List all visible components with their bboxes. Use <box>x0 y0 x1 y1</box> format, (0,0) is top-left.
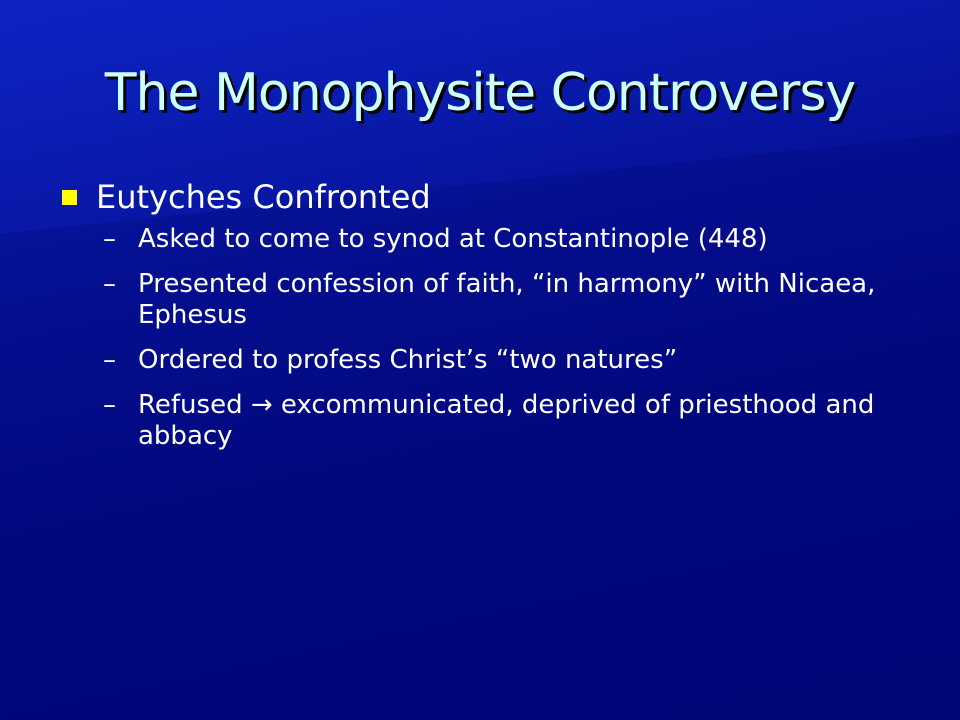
sub-bullet <box>60 390 900 452</box>
sub-bullet <box>60 269 900 331</box>
dash-bullet-icon: – <box>103 224 116 254</box>
dash-bullet-icon: – <box>103 345 116 375</box>
sub-bullet-text: Presented confession of faith, “in harmony” with Nicaea, Ephesus <box>138 269 876 330</box>
sub-bullet <box>60 345 900 376</box>
square-bullet-icon <box>62 190 77 205</box>
sub-bullet-text: Ordered to profess Christ’s “two natures” <box>138 345 678 375</box>
sub-bullet-text: Refused → excommunicated, deprived of priesthood and abbacy <box>138 390 875 451</box>
slide-content <box>60 176 900 466</box>
dash-bullet-icon: – <box>103 269 116 299</box>
sub-bullet-list <box>60 224 900 452</box>
main-bullet <box>60 176 900 218</box>
dash-bullet-icon: – <box>103 390 116 420</box>
main-bullet-text: Eutyches Confronted <box>96 178 431 216</box>
slide-title: The Monophysite Controversy <box>104 63 856 123</box>
sub-bullet <box>60 224 900 255</box>
sub-bullet-text: Asked to come to synod at Constantinople (448) <box>138 224 768 254</box>
